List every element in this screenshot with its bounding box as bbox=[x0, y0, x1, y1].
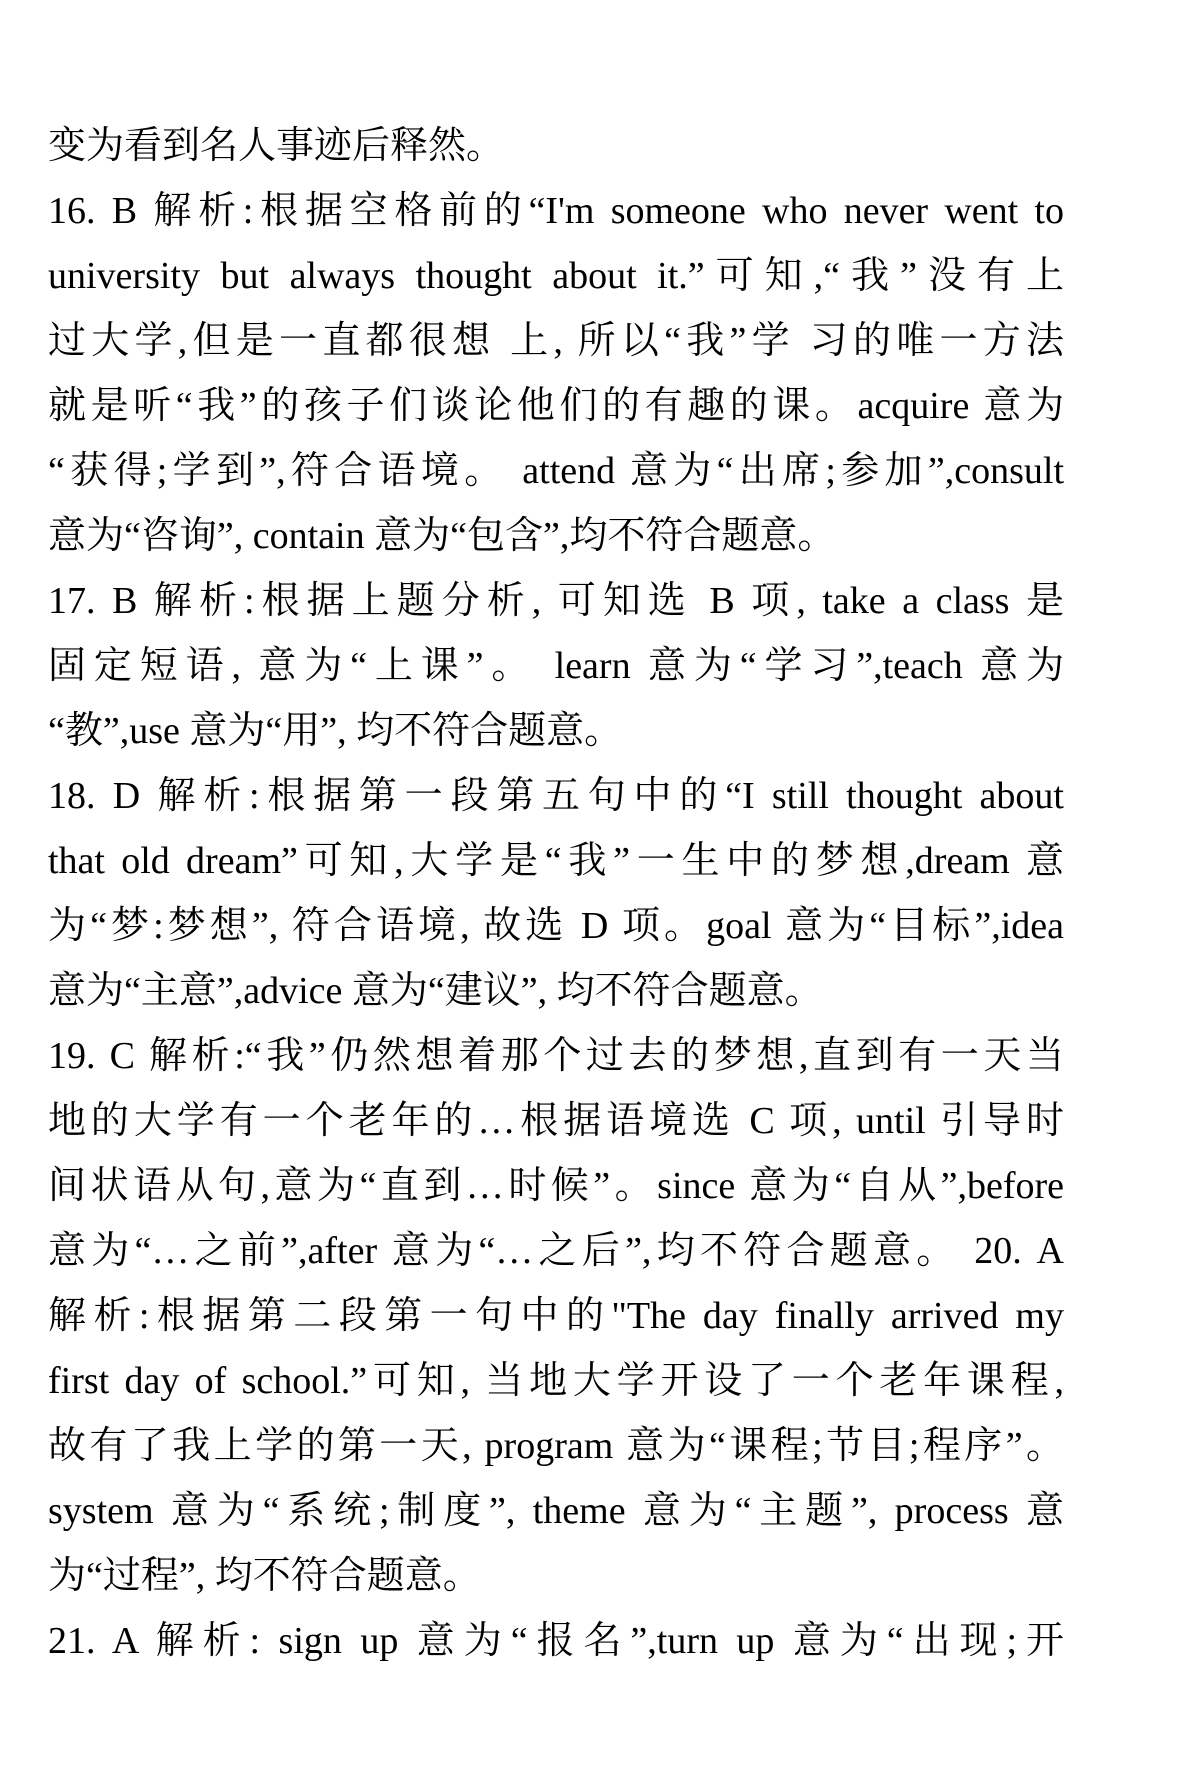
text-line: 意为“…之前”,after 意为“…之后”,均不符合题意。 20. A bbox=[48, 1230, 1064, 1272]
text-line: 21. A 解析: sign up 意为“报名”,turn up 意为“出现;开 bbox=[48, 1620, 1064, 1662]
text-line: 17. B 解析:根据上题分析, 可知选 B 项, take a class 是 bbox=[48, 580, 1064, 622]
text-line: university but always thought about it.”可知,“我”没有上 bbox=[48, 255, 1064, 297]
text-line: 地的大学有一个老年的…根据语境选 C 项, until 引导时 bbox=[48, 1100, 1064, 1142]
text-line: 18. D 解析:根据第一段第五句中的“I still thought about bbox=[48, 775, 1064, 817]
text-line: “教”,use 意为“用”, 均不符合题意。 bbox=[48, 710, 623, 752]
text-line: 就是听“我”的孩子们谈论他们的有趣的课。acquire 意为 bbox=[48, 385, 1064, 427]
text-line: 意为“咨询”, contain 意为“包含”,均不符合题意。 bbox=[48, 515, 836, 557]
text-line: 变为看到名人事迹后释然。 bbox=[48, 125, 505, 167]
text-line: 意为“主意”,advice 意为“建议”, 均不符合题意。 bbox=[48, 970, 823, 1012]
text-line: system 意为“系统;制度”, theme 意为“主题”, process 意 bbox=[48, 1490, 1064, 1532]
text-line: 间状语从句,意为“直到…时候”。since 意为“自从”,before bbox=[48, 1165, 1064, 1207]
text-line: that old dream”可知,大学是“我”一生中的梦想,dream 意 bbox=[48, 840, 1064, 882]
text-line: 解析:根据第二段第一句中的"The day finally arrived my bbox=[48, 1295, 1064, 1337]
answer-explanations-text bbox=[48, 114, 1064, 1674]
text-line: first day of school.”可知, 当地大学开设了一个老年课程, bbox=[48, 1360, 1064, 1402]
text-line: 为“梦:梦想”, 符合语境, 故选 D 项。goal 意为“目标”,idea bbox=[48, 905, 1064, 947]
text-line: 16. B 解析:根据空格前的“I'm someone who never went to bbox=[48, 190, 1064, 232]
text-line: 过大学,但是一直都很想 上, 所以“我”学 习的唯一方法 bbox=[48, 320, 1064, 362]
text-line: “获得;学到”,符合语境。 attend 意为“出席;参加”,consult bbox=[48, 450, 1064, 492]
text-line: 故有了我上学的第一天, program 意为“课程;节目;程序”。 bbox=[48, 1425, 1064, 1467]
text-line: 固定短语, 意为“上课”。 learn 意为“学习”,teach 意为 bbox=[48, 645, 1064, 687]
text-line: 19. C 解析:“我”仍然想着那个过去的梦想,直到有一天当 bbox=[48, 1035, 1064, 1077]
text-line: 为“过程”, 均不符合题意。 bbox=[48, 1555, 481, 1597]
